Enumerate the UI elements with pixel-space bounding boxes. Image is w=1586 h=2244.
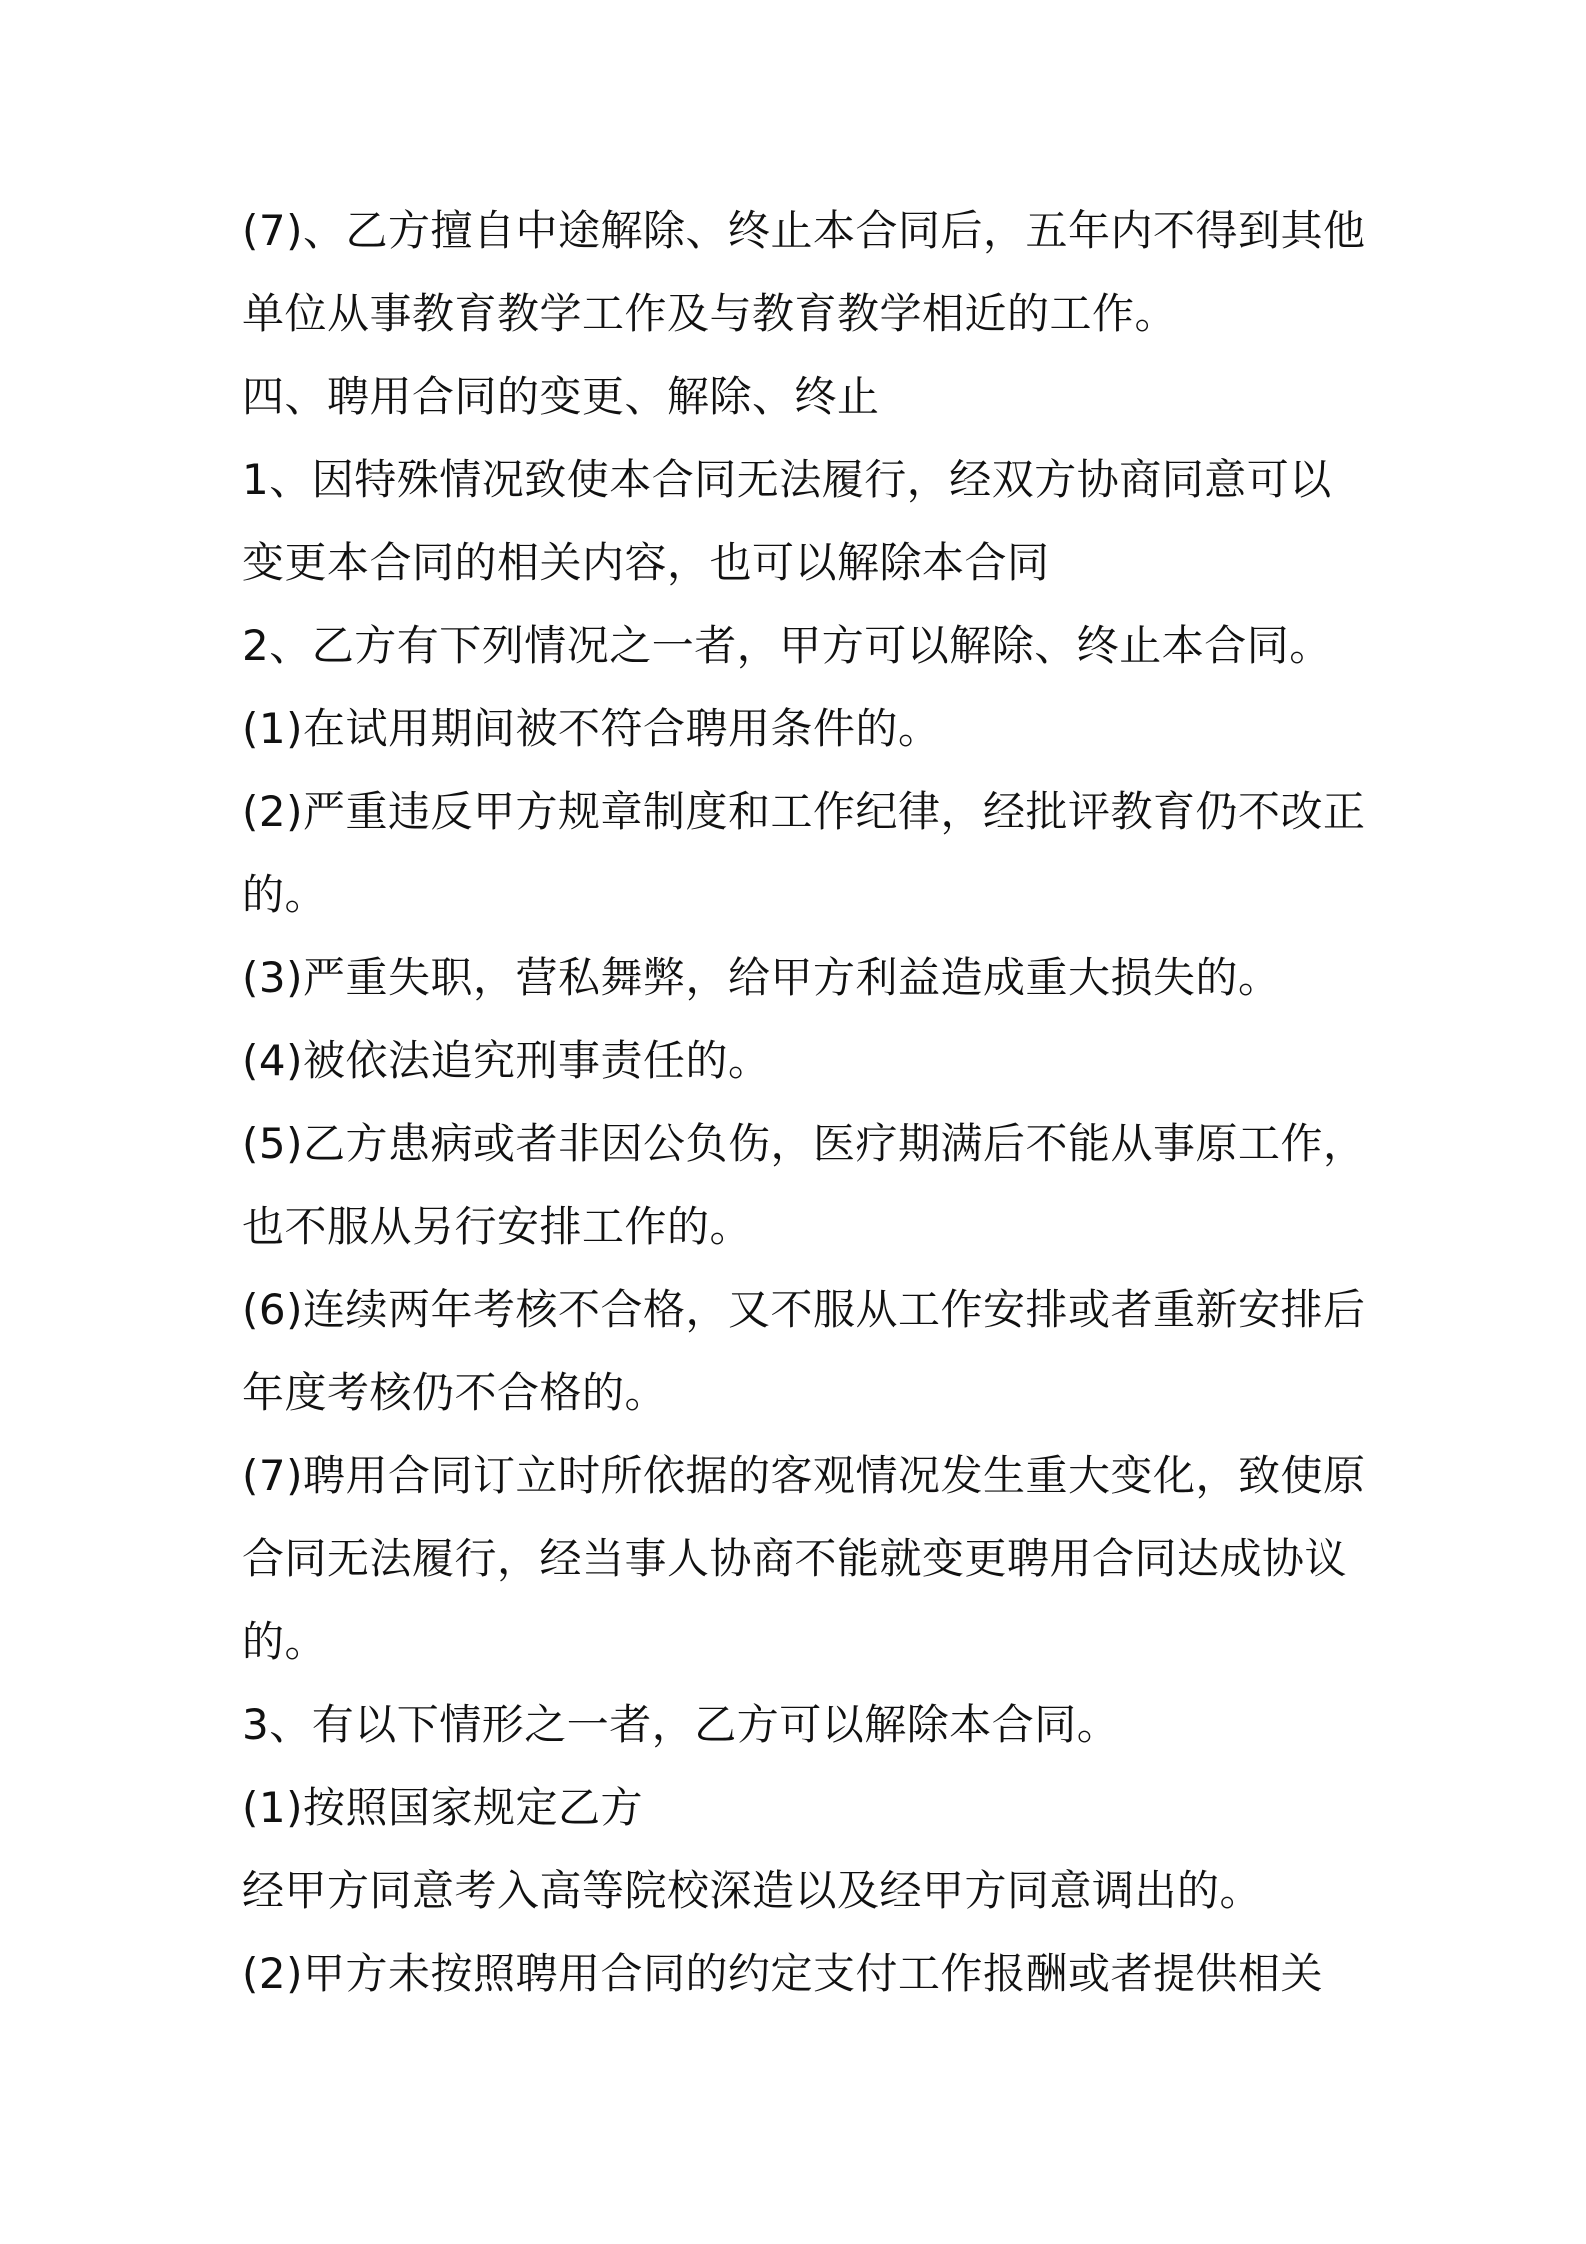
text-line: 合同无法履行，经当事人协商不能就变更聘用合同达成协议 — [242, 1534, 1348, 1583]
text-line: (4)被依法追究刑事责任的。 — [242, 1036, 771, 1085]
text-line: (2)严重违反甲方规章制度和工作纪律，经批评教育仍不改正 — [242, 787, 1366, 836]
text-line: (7)、乙方擅自中途解除、终止本合同后，五年内不得到其他 — [242, 206, 1366, 255]
text-line: (7)聘用合同订立时所依据的客观情况发生重大变化，致使原 — [242, 1451, 1366, 1500]
text-line: 2、乙方有下列情况之一者，甲方可以解除、终止本合同。 — [242, 621, 1332, 670]
text-line: (2)甲方未按照聘用合同的约定支付工作报酬或者提供相关 — [242, 1949, 1323, 1998]
section-heading: 四、聘用合同的变更、解除、终止 — [242, 372, 880, 421]
text-line: 3、有以下情形之一者，乙方可以解除本合同。 — [242, 1700, 1120, 1749]
text-line: (6)连续两年考核不合格，又不服从工作安排或者重新安排后 — [242, 1285, 1366, 1334]
text-line: 的。 — [242, 1617, 328, 1666]
text-line: 的。 — [242, 870, 328, 919]
text-line: 经甲方同意考入高等院校深造以及经甲方同意调出的。 — [242, 1866, 1263, 1915]
text-line: (5)乙方患病或者非因公负伤，医疗期满后不能从事原工作， — [242, 1119, 1366, 1168]
text-line: 年度考核仍不合格的。 — [242, 1368, 668, 1417]
text-line: 单位从事教育教学工作及与教育教学相近的工作。 — [242, 289, 1178, 338]
text-line: 1、因特殊情况致使本合同无法履行，经双方协商同意可以 — [242, 455, 1332, 504]
text-line: 也不服从另行安排工作的。 — [242, 1202, 753, 1251]
text-line: 变更本合同的相关内容，也可以解除本合同 — [242, 538, 1050, 587]
text-line: (1)在试用期间被不符合聘用条件的。 — [242, 704, 941, 753]
text-line: (3)严重失职，营私舞弊，给甲方利益造成重大损失的。 — [242, 953, 1281, 1002]
text-line: (1)按照国家规定乙方 — [242, 1783, 643, 1832]
